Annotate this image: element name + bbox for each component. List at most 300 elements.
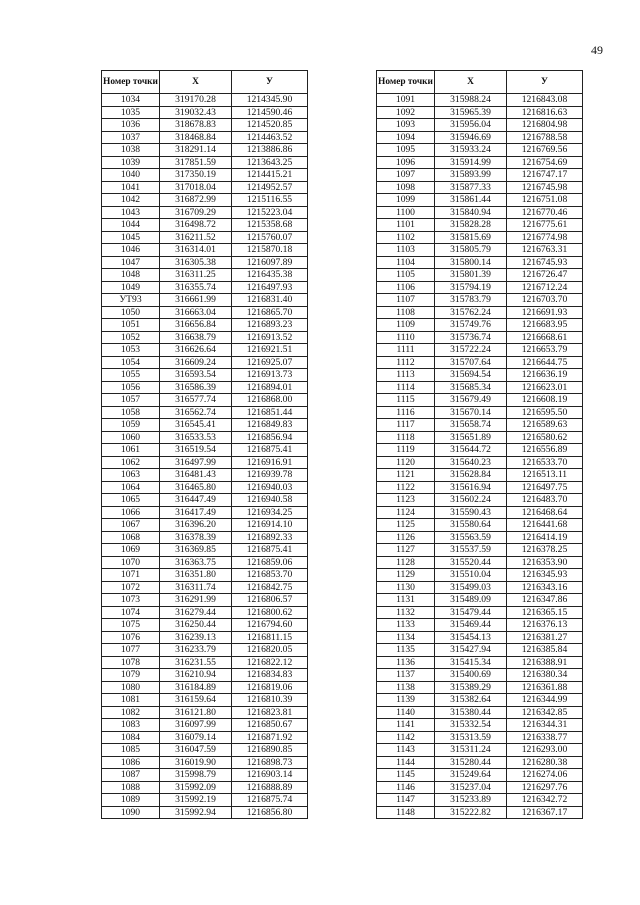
cell-point-number: 1107 [377, 294, 435, 307]
table-row [377, 219, 583, 232]
table-row [377, 131, 583, 144]
cell-x: 316279.44 [160, 606, 232, 619]
table-row [102, 169, 308, 182]
cell-y: 1216916.91 [232, 456, 308, 469]
cell-x: 315998.79 [160, 769, 232, 782]
cell-y: 1216769.56 [507, 144, 583, 157]
cell-y: 1216353.90 [507, 556, 583, 569]
cell-x: 317350.19 [160, 169, 232, 182]
table-row [377, 406, 583, 419]
cell-y: 1216608.19 [507, 394, 583, 407]
cell-x: 316638.79 [160, 331, 232, 344]
cell-point-number: 1140 [377, 706, 435, 719]
cell-x: 316250.44 [160, 619, 232, 632]
table-row [102, 406, 308, 419]
table-row [377, 169, 583, 182]
cell-y: 1216361.88 [507, 681, 583, 694]
cell-y: 1216859.06 [232, 556, 308, 569]
cell-y: 1216810.39 [232, 694, 308, 707]
cell-point-number: 1115 [377, 394, 435, 407]
cell-point-number: 1131 [377, 594, 435, 607]
cell-y: 1216921.51 [232, 344, 308, 357]
table-row [377, 444, 583, 457]
cell-y: 1216940.03 [232, 481, 308, 494]
table-header-row [102, 71, 308, 94]
cell-y: 1214520.85 [232, 119, 308, 132]
table-row [377, 569, 583, 582]
cell-x: 316184.89 [160, 681, 232, 694]
cell-point-number: 1146 [377, 781, 435, 794]
cell-y: 1216925.07 [232, 356, 308, 369]
table-row [102, 569, 308, 582]
cell-x: 315965.39 [435, 106, 507, 119]
table-row [102, 756, 308, 769]
table-row [377, 781, 583, 794]
cell-x: 315749.76 [435, 319, 507, 332]
table-row [102, 219, 308, 232]
cell-x: 316355.74 [160, 281, 232, 294]
cell-y: 1216794.60 [232, 619, 308, 632]
cell-y: 1216378.25 [507, 544, 583, 557]
cell-y: 1216595.50 [507, 406, 583, 419]
cell-point-number: 1054 [102, 356, 160, 369]
table-row [102, 456, 308, 469]
table-row [377, 306, 583, 319]
cell-x: 315499.03 [435, 581, 507, 594]
cell-y: 1214952.57 [232, 181, 308, 194]
cell-y: 1216816.63 [507, 106, 583, 119]
table-row [102, 806, 308, 819]
table-row [377, 319, 583, 332]
table-row [377, 94, 583, 107]
cell-y: 1216280.38 [507, 756, 583, 769]
cell-y: 1216376.13 [507, 619, 583, 632]
cell-y: 1216819.06 [232, 681, 308, 694]
cell-point-number: 1118 [377, 431, 435, 444]
cell-y: 1216367.17 [507, 806, 583, 819]
cell-x: 316210.94 [160, 669, 232, 682]
cell-x: 316311.74 [160, 581, 232, 594]
cell-y: 1216754.69 [507, 156, 583, 169]
table-row [377, 331, 583, 344]
cell-x: 315736.74 [435, 331, 507, 344]
table-row [377, 719, 583, 732]
cell-point-number: 1085 [102, 744, 160, 757]
cell-y: 1216097.89 [232, 256, 308, 269]
cell-x: 316231.55 [160, 656, 232, 669]
cell-point-number: 1073 [102, 594, 160, 607]
cell-y: 1216898.73 [232, 756, 308, 769]
cell-y: 1213886.86 [232, 144, 308, 157]
cell-point-number: 1076 [102, 631, 160, 644]
table-row [377, 281, 583, 294]
cell-point-number: 1129 [377, 569, 435, 582]
cell-x: 315489.09 [435, 594, 507, 607]
cell-point-number: 1072 [102, 581, 160, 594]
table-row [377, 581, 583, 594]
header-point-number: Номер точки [102, 71, 160, 94]
cell-x: 315670.14 [435, 406, 507, 419]
table-row [102, 319, 308, 332]
header-point-number: Номер точки [377, 71, 435, 94]
table-row [102, 481, 308, 494]
table-row [102, 744, 308, 757]
table-row [377, 806, 583, 819]
table-row [102, 719, 308, 732]
cell-y: 1216856.80 [232, 806, 308, 819]
cell-point-number: 1144 [377, 756, 435, 769]
cell-y: 1216850.67 [232, 719, 308, 732]
cell-point-number: 1075 [102, 619, 160, 632]
page-number: 49 [591, 43, 603, 57]
cell-point-number: 1114 [377, 381, 435, 394]
cell-x: 316497.99 [160, 456, 232, 469]
cell-point-number: 1084 [102, 731, 160, 744]
cell-y: 1216875.41 [232, 544, 308, 557]
cell-point-number: 1041 [102, 181, 160, 194]
cell-point-number: 1049 [102, 281, 160, 294]
cell-y: 1216842.75 [232, 581, 308, 594]
table-row [102, 256, 308, 269]
cell-y: 1216381.27 [507, 631, 583, 644]
table-row [377, 519, 583, 532]
cell-y: 1216831.40 [232, 294, 308, 307]
cell-x: 315580.64 [435, 519, 507, 532]
table-row [377, 744, 583, 757]
table-row [102, 644, 308, 657]
cell-x: 315840.94 [435, 206, 507, 219]
cell-point-number: 1125 [377, 519, 435, 532]
cell-x: 316663.04 [160, 306, 232, 319]
cell-y: 1216834.83 [232, 669, 308, 682]
cell-y: 1216712.24 [507, 281, 583, 294]
cell-x: 316351.80 [160, 569, 232, 582]
table-row [377, 731, 583, 744]
cell-point-number: 1048 [102, 269, 160, 282]
table-row [102, 781, 308, 794]
cell-point-number: 1113 [377, 369, 435, 382]
cell-point-number: 1136 [377, 656, 435, 669]
header-x: X [435, 71, 507, 94]
table-row [102, 656, 308, 669]
cell-y: 1216297.76 [507, 781, 583, 794]
cell-x: 315679.49 [435, 394, 507, 407]
cell-point-number: 1046 [102, 244, 160, 257]
cell-point-number: 1087 [102, 769, 160, 782]
cell-y: 1216414.19 [507, 531, 583, 544]
table-row [102, 231, 308, 244]
cell-x: 315685.34 [435, 381, 507, 394]
cell-y: 1216747.17 [507, 169, 583, 182]
table-row [102, 181, 308, 194]
cell-y: 1215358.68 [232, 219, 308, 232]
table-row [102, 769, 308, 782]
cell-x: 315520.44 [435, 556, 507, 569]
table-row [377, 244, 583, 257]
cell-y: 1216703.70 [507, 294, 583, 307]
table-row [102, 694, 308, 707]
cell-x: 316363.75 [160, 556, 232, 569]
table-row [377, 556, 583, 569]
cell-x: 315861.44 [435, 194, 507, 207]
cell-x: 315415.34 [435, 656, 507, 669]
cell-x: 316305.38 [160, 256, 232, 269]
cell-y: 1216580.62 [507, 431, 583, 444]
cell-x: 316121.80 [160, 706, 232, 719]
table-row [377, 344, 583, 357]
cell-point-number: 1042 [102, 194, 160, 207]
cell-x: 315992.09 [160, 781, 232, 794]
cell-y: 1214345.90 [232, 94, 308, 107]
cell-x: 315651.89 [435, 431, 507, 444]
table-row [377, 656, 583, 669]
table-row [102, 519, 308, 532]
cell-point-number: 1148 [377, 806, 435, 819]
cell-x: 315805.79 [435, 244, 507, 257]
cell-point-number: 1083 [102, 719, 160, 732]
cell-point-number: 1126 [377, 531, 435, 544]
table-row [377, 531, 583, 544]
table-row [102, 369, 308, 382]
cell-y: 1216820.05 [232, 644, 308, 657]
cell-point-number: 1119 [377, 444, 435, 457]
cell-x: 315380.44 [435, 706, 507, 719]
cell-point-number: 1096 [377, 156, 435, 169]
table-row [102, 444, 308, 457]
cell-point-number: 1090 [102, 806, 160, 819]
table-row [102, 381, 308, 394]
cell-x: 315427.94 [435, 644, 507, 657]
cell-y: 1216914.10 [232, 519, 308, 532]
table-header-row [377, 71, 583, 94]
cell-point-number: 1110 [377, 331, 435, 344]
cell-point-number: 1082 [102, 706, 160, 719]
cell-x: 316562.74 [160, 406, 232, 419]
cell-x: 317851.59 [160, 156, 232, 169]
cell-y: 1216775.61 [507, 219, 583, 232]
cell-point-number: 1070 [102, 556, 160, 569]
cell-x: 315933.24 [435, 144, 507, 157]
cell-x: 315233.89 [435, 794, 507, 807]
cell-point-number: 1081 [102, 694, 160, 707]
cell-x: 317018.04 [160, 181, 232, 194]
cell-point-number: 1035 [102, 106, 160, 119]
cell-point-number: 1086 [102, 756, 160, 769]
cell-y: 1216644.75 [507, 356, 583, 369]
cell-y: 1216274.06 [507, 769, 583, 782]
coordinates-table-right [376, 70, 583, 819]
cell-y: 1216770.46 [507, 206, 583, 219]
table-row [102, 156, 308, 169]
table-row [102, 269, 308, 282]
cell-y: 1216347.86 [507, 594, 583, 607]
cell-y: 1216875.41 [232, 444, 308, 457]
table-row [377, 294, 583, 307]
cell-point-number: 1088 [102, 781, 160, 794]
header-y: У [507, 71, 583, 94]
cell-y: 1216293.00 [507, 744, 583, 757]
cell-x: 318291.14 [160, 144, 232, 157]
cell-y: 1216913.73 [232, 369, 308, 382]
cell-y: 1215870.18 [232, 244, 308, 257]
cell-point-number: 1034 [102, 94, 160, 107]
cell-point-number: 1122 [377, 481, 435, 494]
cell-point-number: 1143 [377, 744, 435, 757]
cell-point-number: 1064 [102, 481, 160, 494]
cell-y: 1216468.64 [507, 506, 583, 519]
table-row [102, 794, 308, 807]
cell-point-number: 1127 [377, 544, 435, 557]
cell-point-number: 1102 [377, 231, 435, 244]
cell-point-number: 1124 [377, 506, 435, 519]
cell-x: 315988.24 [435, 94, 507, 107]
table-row [377, 181, 583, 194]
table-row [102, 106, 308, 119]
cell-x: 316656.84 [160, 319, 232, 332]
table-row [377, 706, 583, 719]
table-row [102, 619, 308, 632]
cell-point-number: 1052 [102, 331, 160, 344]
cell-y: 1216800.62 [232, 606, 308, 619]
cell-point-number: 1099 [377, 194, 435, 207]
cell-point-number: 1047 [102, 256, 160, 269]
cell-point-number: 1105 [377, 269, 435, 282]
cell-x: 316519.54 [160, 444, 232, 457]
cell-x: 315249.64 [435, 769, 507, 782]
cell-point-number: 1106 [377, 281, 435, 294]
cell-point-number: 1061 [102, 444, 160, 457]
cell-point-number: 1051 [102, 319, 160, 332]
cell-x: 316447.49 [160, 494, 232, 507]
cell-y: 1216683.95 [507, 319, 583, 332]
table-row [102, 419, 308, 432]
table-row [377, 156, 583, 169]
cell-x: 316498.72 [160, 219, 232, 232]
table-row [102, 706, 308, 719]
cell-point-number: 1062 [102, 456, 160, 469]
table-row [377, 394, 583, 407]
table-row [377, 369, 583, 382]
cell-x: 316481.43 [160, 469, 232, 482]
cell-point-number: 1058 [102, 406, 160, 419]
table-row [102, 206, 308, 219]
cell-point-number: 1121 [377, 469, 435, 482]
cell-x: 315801.39 [435, 269, 507, 282]
cell-point-number: 1078 [102, 656, 160, 669]
table-row [377, 119, 583, 132]
cell-x: 315658.74 [435, 419, 507, 432]
cell-x: 316239.13 [160, 631, 232, 644]
cell-y: 1216811.15 [232, 631, 308, 644]
cell-point-number: 1141 [377, 719, 435, 732]
cell-point-number: 1077 [102, 644, 160, 657]
table-row [102, 681, 308, 694]
cell-x: 316097.99 [160, 719, 232, 732]
cell-point-number: 1142 [377, 731, 435, 744]
table-row [377, 644, 583, 657]
cell-point-number: 1068 [102, 531, 160, 544]
table-row [377, 756, 583, 769]
cell-x: 315537.59 [435, 544, 507, 557]
cell-y: 1216851.44 [232, 406, 308, 419]
cell-y: 1214590.46 [232, 106, 308, 119]
cell-point-number: 1055 [102, 369, 160, 382]
table-row [102, 344, 308, 357]
cell-point-number: 1067 [102, 519, 160, 532]
table-row [102, 731, 308, 744]
cell-x: 315469.44 [435, 619, 507, 632]
cell-y: 1216513.11 [507, 469, 583, 482]
cell-y: 1216763.31 [507, 244, 583, 257]
cell-x: 315640.23 [435, 456, 507, 469]
table-row [377, 669, 583, 682]
table-row [377, 106, 583, 119]
cell-point-number: 1116 [377, 406, 435, 419]
cell-x: 316709.29 [160, 206, 232, 219]
cell-x: 316314.01 [160, 244, 232, 257]
cell-x: 315454.13 [435, 631, 507, 644]
cell-x: 315280.44 [435, 756, 507, 769]
cell-x: 315914.99 [435, 156, 507, 169]
cell-y: 1216788.58 [507, 131, 583, 144]
cell-x: 316159.64 [160, 694, 232, 707]
table-row [377, 419, 583, 432]
cell-y: 1214415.21 [232, 169, 308, 182]
table-row [102, 594, 308, 607]
cell-y: 1216726.47 [507, 269, 583, 282]
cell-x: 315992.19 [160, 794, 232, 807]
cell-x: 316417.49 [160, 506, 232, 519]
cell-point-number: 1044 [102, 219, 160, 232]
cell-x: 316233.79 [160, 644, 232, 657]
cell-x: 316291.99 [160, 594, 232, 607]
cell-x: 315694.54 [435, 369, 507, 382]
cell-point-number: 1123 [377, 494, 435, 507]
table-row [377, 544, 583, 557]
table-row [102, 194, 308, 207]
table-row [377, 594, 583, 607]
table-row [377, 231, 583, 244]
table-row [102, 531, 308, 544]
cell-x: 315893.99 [435, 169, 507, 182]
cell-x: 315815.69 [435, 231, 507, 244]
cell-point-number: 1135 [377, 644, 435, 657]
cell-x: 319032.43 [160, 106, 232, 119]
cell-point-number: 1074 [102, 606, 160, 619]
cell-point-number: УТ93 [102, 294, 160, 307]
table-row [102, 131, 308, 144]
header-y: У [232, 71, 308, 94]
table-row [102, 119, 308, 132]
cell-point-number: 1111 [377, 344, 435, 357]
cell-y: 1216556.89 [507, 444, 583, 457]
table-row [102, 544, 308, 557]
table-row [377, 681, 583, 694]
cell-y: 1216497.93 [232, 281, 308, 294]
cell-x: 315794.19 [435, 281, 507, 294]
cell-x: 318678.83 [160, 119, 232, 132]
cell-point-number: 1040 [102, 169, 160, 182]
table-row [377, 619, 583, 632]
cell-point-number: 1057 [102, 394, 160, 407]
table-row [377, 481, 583, 494]
cell-x: 315828.28 [435, 219, 507, 232]
cell-x: 315644.72 [435, 444, 507, 457]
cell-y: 1216745.93 [507, 256, 583, 269]
cell-x: 315332.54 [435, 719, 507, 732]
table-row [102, 631, 308, 644]
cell-x: 316626.64 [160, 344, 232, 357]
